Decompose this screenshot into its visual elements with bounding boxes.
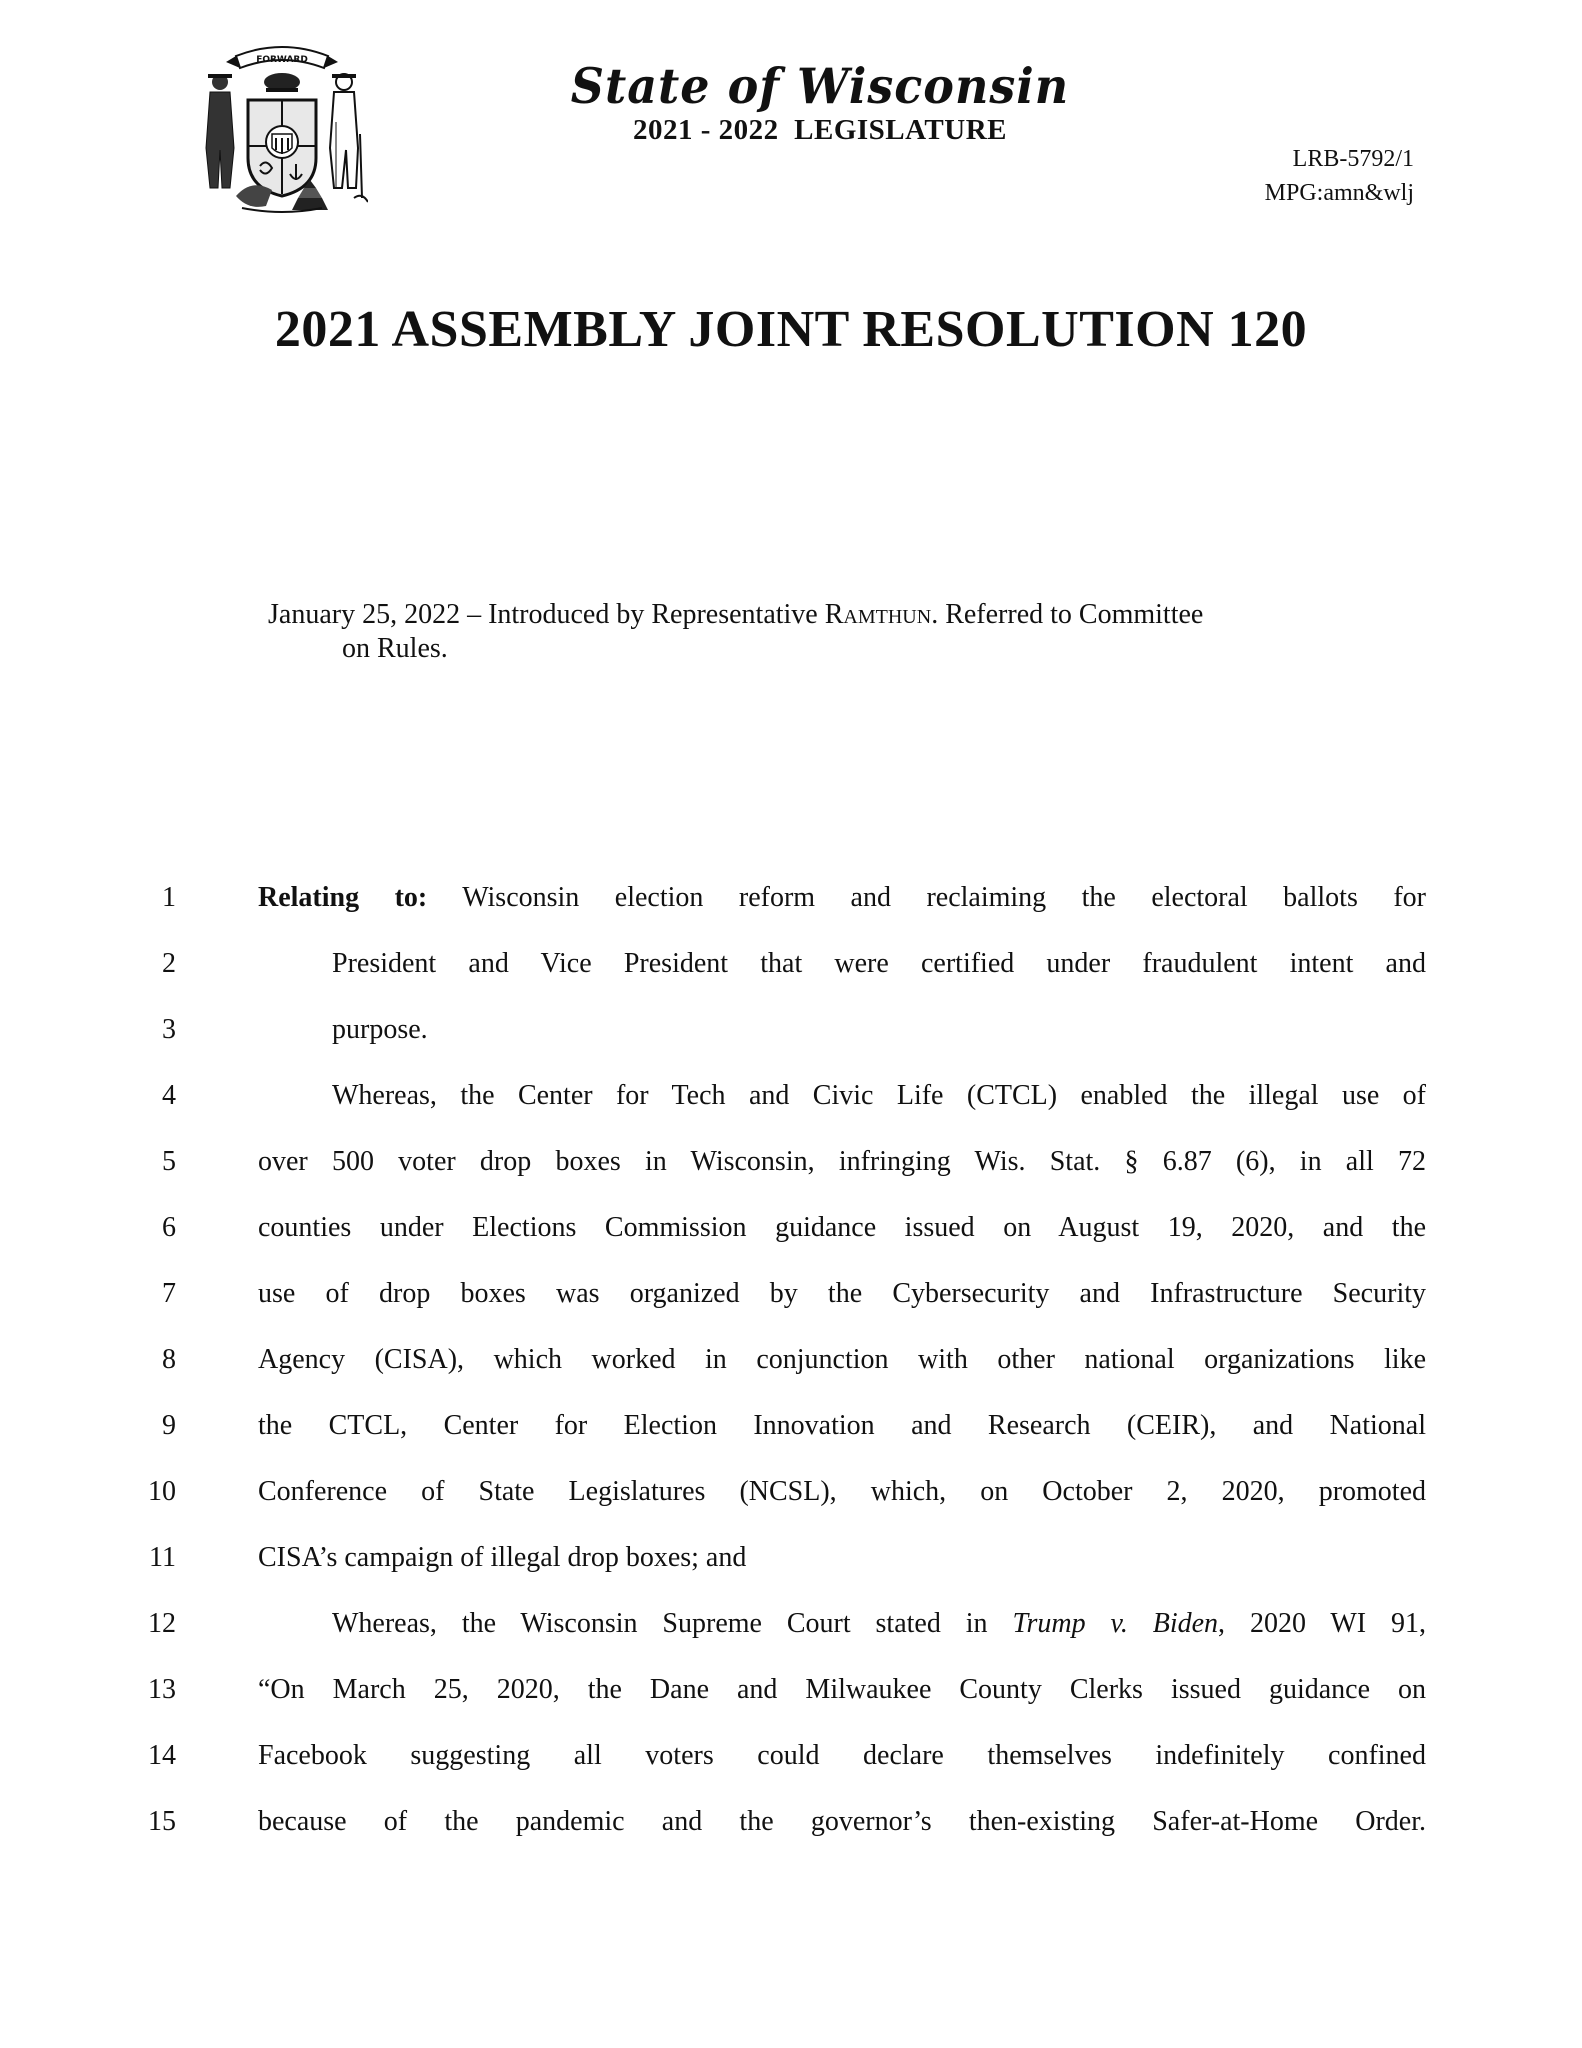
body-line xyxy=(0,1662,1582,1728)
body-line xyxy=(0,870,1582,936)
line-text: over 500 voter drop boxes in Wisconsin, infringing Wis. Stat. § 6.87 (6), in all 72 xyxy=(258,1146,1426,1177)
line-number: 15 xyxy=(148,1806,176,1837)
introduction-line-1: January 25, 2022 – Introduced by Representative Ramthun. Referred to Committee xyxy=(268,599,1204,630)
introduction-date: January 25, 2022 xyxy=(268,599,461,630)
body-line xyxy=(0,1200,1582,1266)
line-number: 13 xyxy=(148,1674,176,1705)
line-number: 4 xyxy=(162,1080,176,1111)
wisconsin-state-seal-icon xyxy=(196,38,368,216)
body-line xyxy=(0,1002,1582,1068)
legislature-session: 2021 - 2022 LEGISLATURE xyxy=(632,114,1008,146)
line-number: 3 xyxy=(162,1014,176,1045)
line-number: 1 xyxy=(162,882,176,913)
body-line xyxy=(0,1068,1582,1134)
body-line xyxy=(0,1398,1582,1464)
line-number: 11 xyxy=(149,1542,176,1573)
line-number: 8 xyxy=(162,1344,176,1375)
body-line xyxy=(0,1332,1582,1398)
representative-name: Ramthun xyxy=(824,599,932,630)
body-line xyxy=(0,1464,1582,1530)
document-title: 2021 ASSEMBLY JOINT RESOLUTION 120 xyxy=(274,301,1308,358)
body-line xyxy=(0,1266,1582,1332)
body-line xyxy=(0,1794,1582,1860)
line-number: 12 xyxy=(148,1608,176,1639)
line-number: 9 xyxy=(162,1410,176,1441)
line-text: Whereas, the Wisconsin Supreme Court stated in Trump v. Biden, 2020 WI 91, xyxy=(332,1608,1426,1639)
case-citation: Trump v. Biden xyxy=(1012,1608,1219,1639)
line-number: 5 xyxy=(162,1146,176,1177)
masthead xyxy=(560,58,1080,146)
state-name: State of Wisconsin xyxy=(570,57,1070,115)
line-text: “On March 25, 2020, the Dane and Milwaukee County Clerks issued guidance on xyxy=(258,1674,1426,1705)
line-number: 10 xyxy=(148,1476,176,1507)
committee-referral: on Rules. xyxy=(342,633,448,664)
line-text: Agency (CISA), which worked in conjunction with other national organizations like xyxy=(258,1344,1426,1375)
line-text: Facebook suggesting all voters could declare themselves indefinitely confined xyxy=(258,1740,1426,1771)
line-number: 14 xyxy=(148,1740,176,1771)
line-text: CISA’s campaign of illegal drop boxes; and xyxy=(258,1542,747,1573)
line-text: purpose. xyxy=(332,1014,428,1045)
body-line xyxy=(0,1134,1582,1200)
line-text: Conference of State Legislatures (NCSL), which, on October 2, 2020, promoted xyxy=(258,1476,1426,1507)
line-text: use of drop boxes was organized by the Cybersecurity and Infrastructure Security xyxy=(258,1278,1426,1309)
line-text: President and Vice President that were certified under fraudulent intent and xyxy=(332,948,1426,979)
introduction-note xyxy=(268,598,1428,666)
draft-identifiers xyxy=(1265,142,1414,210)
line-text: the CTCL, Center for Election Innovation and Research (CEIR), and National xyxy=(258,1410,1426,1441)
line-number: 6 xyxy=(162,1212,176,1243)
relating-to-label: Relating to: xyxy=(258,882,428,913)
line-number: 2 xyxy=(162,948,176,979)
body-line xyxy=(0,1596,1582,1662)
svg-text:FORWARD: FORWARD xyxy=(256,55,308,65)
line-text: counties under Elections Commission guidance issued on August 19, 2020, and the xyxy=(258,1212,1426,1243)
line-text: Relating to: Wisconsin election reform and reclaiming the electoral ballots for xyxy=(258,882,1426,913)
body-line xyxy=(0,1530,1582,1596)
lrb-number: LRB-5792/1 xyxy=(1292,146,1414,172)
drafter-initials: MPG:amn&wlj xyxy=(1264,180,1414,206)
line-number: 7 xyxy=(162,1278,176,1309)
line-text: Whereas, the Center for Tech and Civic Life (CTCL) enabled the illegal use of xyxy=(332,1080,1426,1111)
body-line xyxy=(0,936,1582,1002)
resolution-body xyxy=(0,870,1582,1860)
line-text: because of the pandemic and the governor’s then-existing Safer-at-Home Order. xyxy=(258,1806,1426,1837)
body-line xyxy=(0,1728,1582,1794)
